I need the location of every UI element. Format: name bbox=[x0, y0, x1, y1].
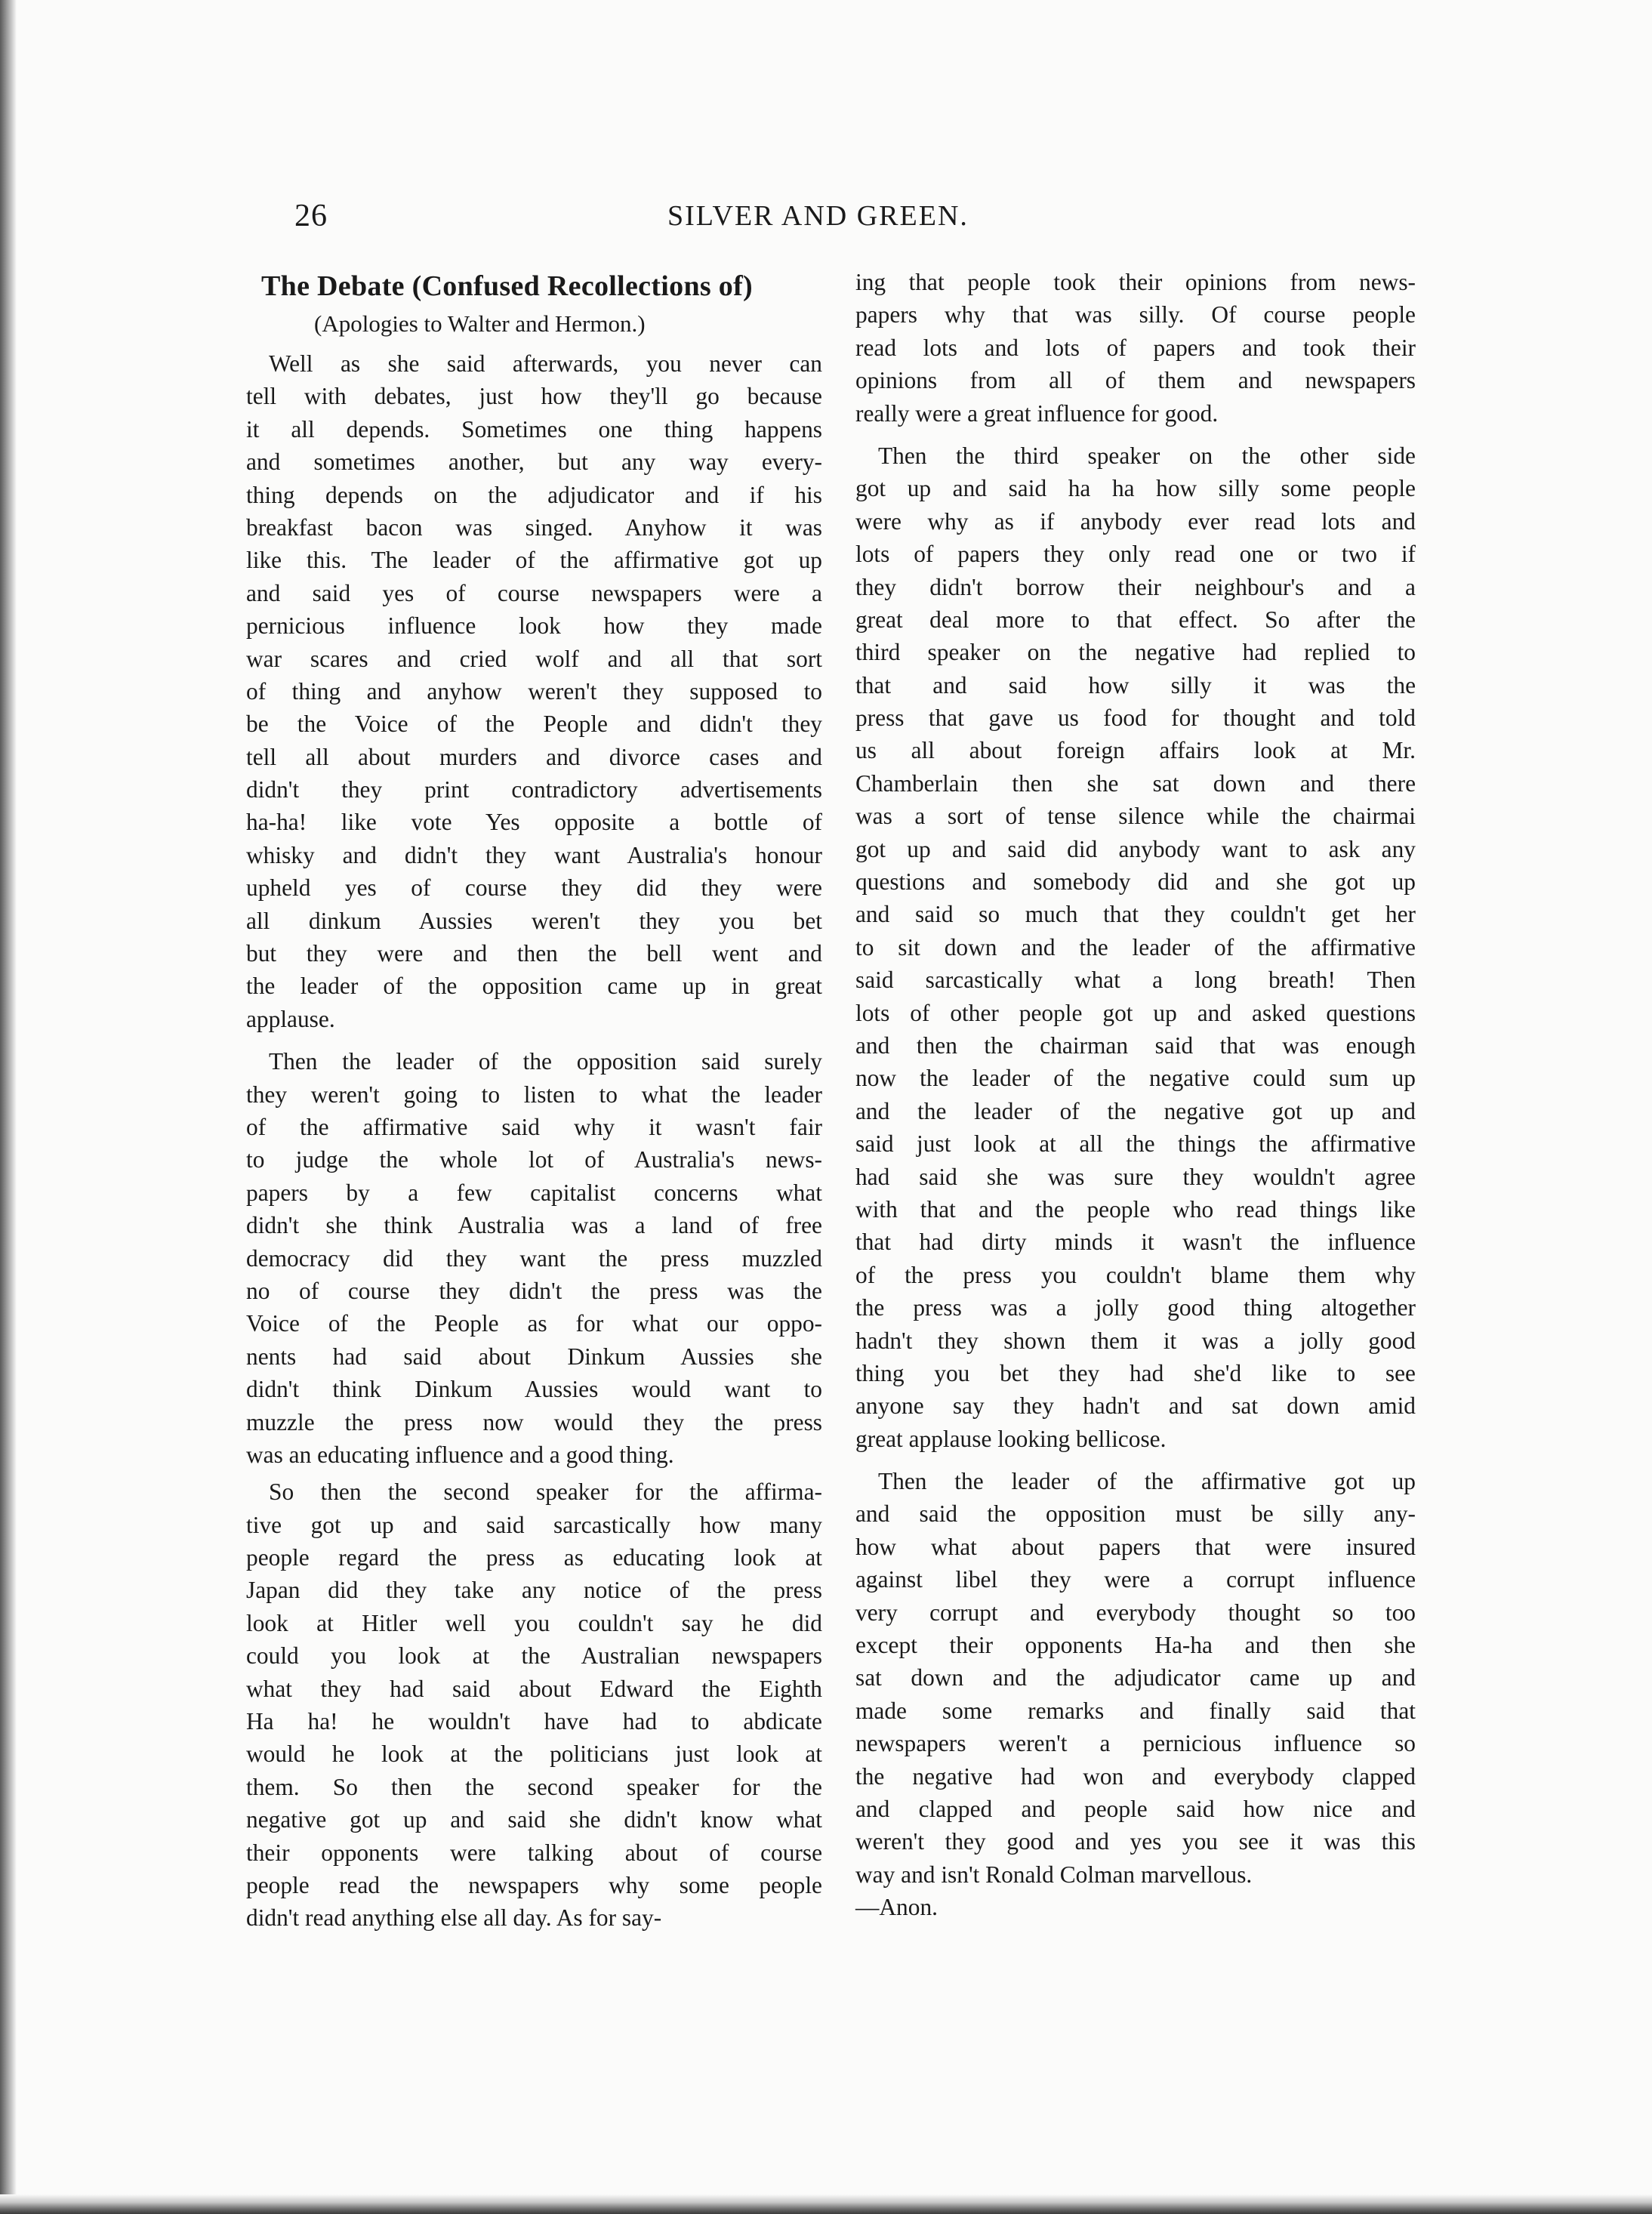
text-line: third speaker on the negative had replied to bbox=[855, 639, 1416, 666]
text-line: Ha ha! he wouldn't have had to abdicate bbox=[246, 1708, 822, 1735]
text-line: had said she was sure they wouldn't agree bbox=[855, 1163, 1416, 1190]
text-line: would he look at the politicians just look at bbox=[246, 1741, 822, 1768]
text-line: newspapers weren't a pernicious influence so bbox=[855, 1730, 1416, 1757]
text-line: really were a great influence for good. bbox=[855, 399, 1219, 427]
text-line: of thing and anyhow weren't they supposed to bbox=[246, 677, 822, 705]
text-line: the negative had won and everybody clapped bbox=[855, 1762, 1416, 1790]
text-line: So then the second speaker for the affirma- bbox=[269, 1479, 822, 1506]
paragraph-gap bbox=[855, 430, 1416, 439]
paragraph bbox=[855, 266, 1416, 430]
text-line: Japan did they take any notice of the press bbox=[246, 1577, 822, 1604]
text-line: how what about papers that were insured bbox=[855, 1533, 1416, 1560]
text-line: the press was a jolly good thing altogether bbox=[855, 1294, 1416, 1321]
text-line: negative got up and said she didn't know what bbox=[246, 1806, 822, 1833]
text-line: and the leader of the negative got up and bbox=[855, 1097, 1416, 1124]
text-line: us all about foreign affairs look at Mr. bbox=[855, 737, 1416, 764]
paragraph bbox=[246, 1045, 822, 1471]
text-line: tell all about murders and divorce cases and bbox=[246, 743, 822, 770]
text-line: thing depends on the adjudicator and if his bbox=[246, 481, 822, 508]
text-line: whisky and didn't they want Australia's honour bbox=[246, 841, 822, 868]
article-subtitle: (Apologies to Walter and Hermon.) bbox=[314, 310, 646, 337]
text-line: ing that people took their opinions from news- bbox=[855, 269, 1416, 295]
text-line: hadn't they shown them it was a jolly good bbox=[855, 1327, 1416, 1354]
text-line: papers by a few capitalist concerns what bbox=[246, 1179, 822, 1206]
text-line: lots of other people got up and asked questions bbox=[855, 999, 1416, 1026]
text-line: way and isn't Ronald Colman marvellous. bbox=[855, 1861, 1253, 1888]
text-line: opinions from all of them and newspapers bbox=[855, 367, 1416, 394]
text-line: didn't read anything else all day. As for say- bbox=[246, 1904, 662, 1932]
text-line: tive got up and said sarcastically how many bbox=[246, 1511, 822, 1538]
text-line: didn't they print contradictory advertisements bbox=[246, 776, 822, 803]
text-line: war scares and cried wolf and all that sort bbox=[246, 645, 822, 672]
left-column-body bbox=[246, 347, 822, 1935]
text-line: to sit down and the leader of the affirmative bbox=[855, 933, 1416, 961]
paragraph bbox=[855, 439, 1416, 1455]
text-line: they didn't borrow their neighbour's and a bbox=[855, 573, 1416, 600]
text-line: thing you bet they had she'd like to see bbox=[855, 1359, 1416, 1386]
text-line: the leader of the opposition came up in great bbox=[246, 973, 822, 1000]
text-line: didn't she think Australia was a land of free bbox=[246, 1212, 822, 1239]
text-line: against libel they were a corrupt influence bbox=[855, 1566, 1416, 1593]
text-line: said sarcastically what a long breath! Then bbox=[855, 967, 1416, 994]
text-line: and said yes of course newspapers were a bbox=[246, 579, 822, 606]
text-line: and then the chairman said that was enough bbox=[855, 1031, 1416, 1059]
text-line: was an educating influence and a good thing. bbox=[246, 1441, 674, 1468]
text-line: it all depends. Sometimes one thing happens bbox=[246, 415, 822, 442]
running-title: SILVER AND GREEN. bbox=[667, 200, 969, 232]
text-line: read lots and lots of papers and took their bbox=[855, 334, 1416, 361]
text-line: no of course they didn't the press was the bbox=[246, 1277, 822, 1304]
text-line: with that and the people who read things like bbox=[855, 1195, 1416, 1223]
text-line: breakfast bacon was singed. Anyhow it was bbox=[246, 513, 822, 541]
text-line: democracy did they want the press muzzled bbox=[246, 1244, 822, 1272]
text-line: that had dirty minds it wasn't the influence bbox=[855, 1229, 1416, 1256]
text-line: nents had said about Dinkum Aussies she bbox=[246, 1343, 822, 1370]
paragraph bbox=[246, 347, 822, 1035]
text-line: press that gave us food for thought and told bbox=[855, 705, 1416, 732]
text-line: sat down and the adjudicator came up and bbox=[855, 1664, 1416, 1691]
text-line: questions and somebody did and she got up bbox=[855, 868, 1416, 896]
text-line: but they were and then the bell went and bbox=[246, 940, 822, 967]
text-line: Then the leader of the affirmative got up bbox=[878, 1468, 1416, 1495]
text-line: weren't they good and yes you see it was this bbox=[855, 1828, 1416, 1855]
text-line: and said the opposition must be silly any- bbox=[855, 1500, 1416, 1528]
text-line: ha-ha! like vote Yes opposite a bottle of bbox=[246, 809, 822, 836]
text-line: Voice of the People as for what our oppo- bbox=[246, 1310, 822, 1337]
text-line: of the affirmative said why it wasn't fair bbox=[246, 1113, 822, 1140]
text-line: could you look at the Australian newspapers bbox=[246, 1642, 822, 1670]
text-line: that and said how silly it was the bbox=[855, 671, 1416, 698]
text-line: of the press you couldn't blame them why bbox=[855, 1261, 1416, 1288]
text-line: Well as she said afterwards, you never can bbox=[269, 350, 822, 377]
text-line: now the leader of the negative could sum up bbox=[855, 1065, 1416, 1092]
text-line: made some remarks and finally said that bbox=[855, 1697, 1416, 1724]
paragraph bbox=[855, 1465, 1416, 1891]
text-line: upheld yes of course they did they were bbox=[246, 874, 822, 902]
text-line: tell with debates, just how they'll go because bbox=[246, 383, 822, 410]
text-line: lots of papers they only read one or two if bbox=[855, 541, 1416, 568]
text-line: muzzle the press now would they the press bbox=[246, 1408, 822, 1435]
scan-edge-bottom bbox=[0, 2194, 1652, 2214]
text-line: their opponents were talking about of course bbox=[246, 1839, 822, 1866]
right-column-body bbox=[855, 266, 1416, 1891]
text-line: didn't think Dinkum Aussies would want to bbox=[246, 1376, 822, 1403]
text-line: people read the newspapers why some people bbox=[246, 1871, 822, 1898]
text-line: Then the leader of the opposition said surely bbox=[269, 1048, 822, 1075]
paragraph-gap bbox=[855, 1455, 1416, 1465]
paragraph-gap bbox=[246, 1035, 822, 1045]
text-line: Chamberlain then she sat down and there bbox=[855, 769, 1416, 797]
text-line: and clapped and people said how nice and bbox=[855, 1795, 1416, 1822]
text-line: and said so much that they couldn't get her bbox=[855, 901, 1416, 928]
text-line: was a sort of tense silence while the chairmai bbox=[855, 803, 1416, 830]
left-column bbox=[246, 266, 822, 1935]
text-line: except their opponents Ha-ha and then she bbox=[855, 1632, 1416, 1659]
text-line: got up and said ha ha how silly some people bbox=[855, 475, 1416, 502]
text-line: what they had said about Edward the Eighth bbox=[246, 1675, 822, 1702]
right-column bbox=[855, 266, 1416, 1924]
article-title: The Debate (Confused Recollections of) bbox=[261, 270, 753, 302]
text-line: they weren't going to listen to what the leader bbox=[246, 1081, 822, 1108]
text-line: said just look at all the things the affirmative bbox=[855, 1130, 1416, 1158]
text-line: people regard the press as educating look at bbox=[246, 1544, 822, 1571]
scan-edge-left bbox=[0, 0, 17, 2214]
text-line: very corrupt and everybody thought so too bbox=[855, 1599, 1416, 1626]
text-line: and sometimes another, but any way every- bbox=[246, 449, 822, 476]
text-line: got up and said did anybody want to ask any bbox=[855, 835, 1416, 862]
text-line: look at Hitler well you couldn't say he did bbox=[246, 1609, 822, 1636]
text-line: them. So then the second speaker for the bbox=[246, 1773, 822, 1800]
page-number: 26 bbox=[294, 199, 328, 233]
text-line: Then the third speaker on the other side bbox=[878, 442, 1416, 469]
text-line: be the Voice of the People and didn't they bbox=[246, 711, 822, 738]
text-line: great deal more to that effect. So after the bbox=[855, 606, 1416, 633]
text-line: like this. The leader of the affirmative got up bbox=[246, 547, 822, 574]
text-line: great applause looking bellicose. bbox=[855, 1425, 1167, 1452]
page-header bbox=[294, 198, 1404, 243]
text-line: all dinkum Aussies weren't they you bet bbox=[246, 907, 822, 934]
signature: —Anon. bbox=[855, 1894, 938, 1921]
text-line: applause. bbox=[246, 1005, 335, 1032]
text-line: were why as if anybody ever read lots and bbox=[855, 507, 1416, 535]
text-line: pernicious influence look how they made bbox=[246, 612, 822, 640]
paragraph bbox=[246, 1475, 822, 1934]
text-line: anyone say they hadn't and sat down amid bbox=[855, 1392, 1416, 1420]
text-line: to judge the whole lot of Australia's news- bbox=[246, 1146, 822, 1173]
text-line: papers why that was silly. Of course people bbox=[855, 301, 1416, 328]
